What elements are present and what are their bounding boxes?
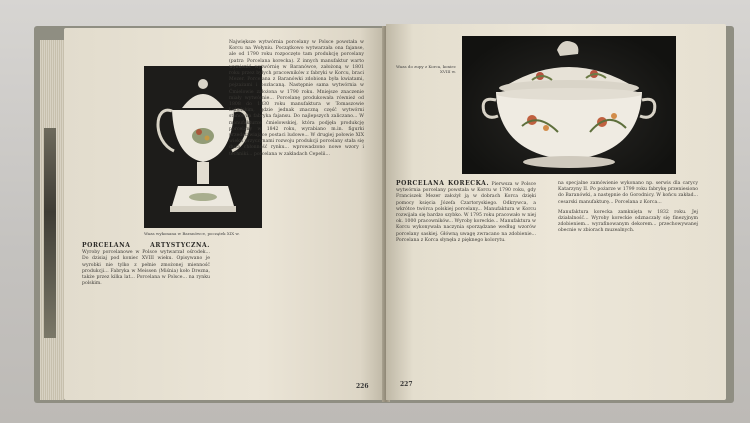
open-book — [34, 18, 734, 403]
section-heading-korecka: PORCELANA KORECKA. — [396, 180, 490, 187]
left-page-column-1 — [82, 243, 210, 287]
right-page-column-1 — [396, 181, 536, 244]
section-heading: PORCELANA ARTYSTYCZNA. — [82, 242, 210, 249]
left-column-2-text: Największe wytwórnia porcelany w Polsce powstała w Korcu na Wołyniu. Początkowo wytwarzała ona fajanse, ale od 1790 roku rozpoczęto tam produkcję porcelany (patrz: Porcelana korecka). Z innych manufaktur warto wymienić wytwórnię w Baranówce, założoną w 1801 roku przez byłych pracowników z fabryki w Korcu, braci Mezer. Porcelana z Baranówki zdobiona była kwiatami, pejzażami i pozłacaną. Następnie sama wytwórnia w Ćmielowie założona w 1790 roku. Mniejsze znaczenie miały wytwórnie... Porcelanę produkowała również od 1808 do 1830 roku manufaktura w Tomaszowie Lubelskim, gdzie jednak znaczną część wytwórni stanowiła fabryka fajansu. Do najlepszych zaliczano... W manufakturze ćmielowskiej, która podjęła produkcję porcelany w 1842 roku, wyrabiano m.in. figurki przedstawiające postaci ludowe... W drugiej połowie XIX wieku przyczynami rozwoju produkcji porcelany stała się duża chłonność rynku... wprowadzono nowe wzory i techniki... porcelana w zakładach Cepelii... — [229, 40, 364, 157]
right-column-1-text: Pierwsza w Polsce wytwórnia porcelany powstała w Korcu w 1790 roku, gdy Franciszek Mezer założył ją w dobrach Korca dzięki pomocy księcia Józefa Czartoryskiego. Odkrywca, a wkrótce twórca polskiej porcelany... Manufaktura w Korcu rozwijała się bardzo szybko. W 1795 roku pracowało w niej ok. 1000 pracowników... Wyroby koreckie... Manufaktura w Korcu wykonywała naczynia sporządzane według wzorów porcelany saskiej. Główną uwagę zwracano na zdobienie... Porcelana z Korca słynęła z pięknego kolorytu. — [396, 182, 537, 243]
right-column-2-text-b: Manufaktura korecka zamknięta w 1832 roku. Jej działalność... Wyroby koreckie odznaczały się finezyjnym zdobieniem... wyrafinowanym dekorem... przechowywanej obecnie w zbiorach muzealnych. — [558, 209, 698, 234]
right-photo-caption: Waza do zupy z Korca, koniec XVIII w. — [396, 64, 456, 74]
left-page — [64, 28, 386, 400]
page-number-right: 227 — [400, 381, 413, 388]
right-column-2-text: na specjalne zamówienie wykonano np. serwis dla carycy Katarzyny II. Po pożarze w 1799 roku fabrykę przeniesiono do Baranówki, a następnie do Gorodnicy. W końcu zakład... cesarski manufakturę... Porcelana z Korca... — [558, 181, 698, 205]
inserted-strip — [44, 128, 56, 338]
page-number-left: 226 — [356, 383, 369, 390]
right-page-column-2 — [558, 181, 698, 235]
left-column-1-text: Wyroby porcelanowe w Polsce wytwarzał ośrodek... Do dzisiaj pod koniec XVIII wieku. Opisywano je wyrobki nie tylko z pełnie zmożonej mienność produkcji... Fabryka w Meissen (Miśnia) koło Drezna, także przez kilka lat... Porcelana w Polsce... na rynku polskim. — [82, 250, 210, 287]
left-photo-caption: Waza wykonana w Baranówce, początek XIX w. — [144, 231, 240, 236]
tureen-photo — [462, 36, 676, 174]
left-page-column-2 — [229, 40, 364, 158]
right-page — [386, 24, 726, 400]
